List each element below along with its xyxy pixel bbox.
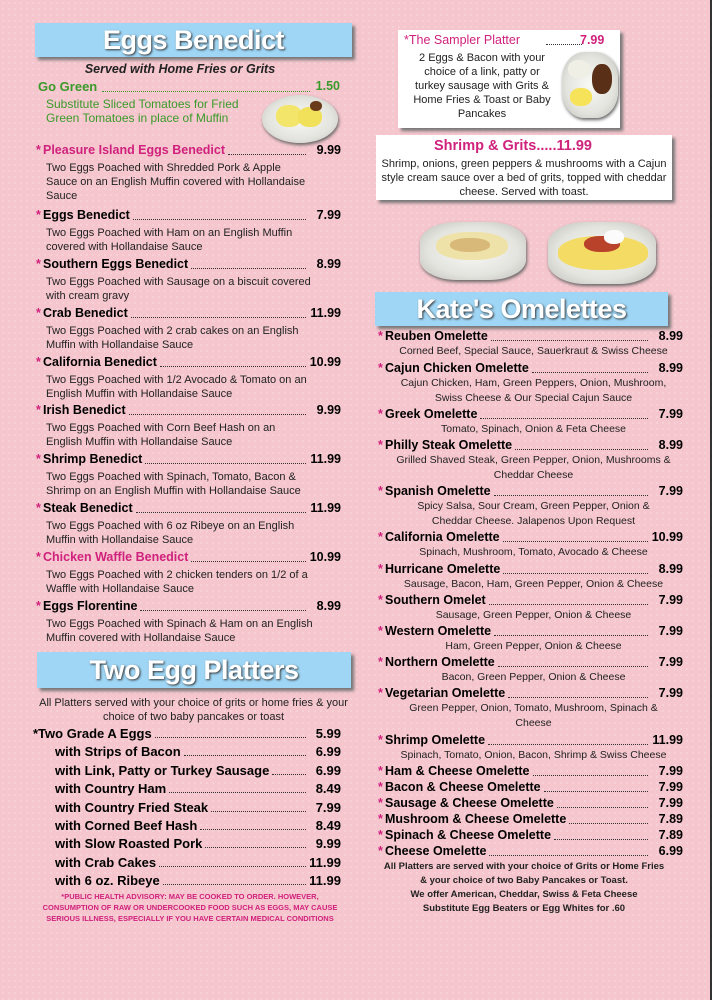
platter-item-price: 11.99 [309,873,341,888]
platter-item-name: with Strips of Bacon [55,744,181,759]
omelette-item-desc: Grilled Shaved Steak, Green Pepper, Onion, Mushrooms & Cheddar Cheese [396,454,671,481]
omelette-item-star: * [378,407,383,421]
two-egg-title: Two Egg Platters [89,655,299,685]
omelette-item-desc: Spicy Salsa, Sour Cream, Green Pepper, Onion & Cheddar Cheese. Jalapenos Upon Request [417,500,650,527]
omelette-item-name: Hurricane Omelette [385,562,501,576]
benedict-item-name: Irish Benedict [43,403,126,417]
omelette-item-price: 8.99 [658,329,683,343]
omelette-item-price: 7.99 [658,686,683,700]
benedict-item-star: * [36,143,41,157]
omelette-item-desc: Corned Beef, Special Sauce, Sauerkraut & Swiss Cheese [399,345,668,357]
benedict-item-star: * [36,208,41,222]
benedict-item-price: 9.99 [316,403,341,417]
omelette-item-desc: Sausage, Green Pepper, Onion & Cheese [435,609,632,621]
shrimp-grits-box [376,135,672,200]
platter-item-name: with Country Fried Steak [55,800,209,815]
benedict-item-star: * [36,355,41,369]
go-green-dots [102,91,310,92]
go-green-desc: Substitute Sliced Tomatoes for Fried Green Tomatoes in place of Muffin [46,97,239,125]
omelette-item-price: 7.99 [658,764,683,778]
omelette-item-desc: Sausage, Bacon, Ham, Green Pepper, Onion & Cheese [403,578,664,590]
leader-dots [129,414,306,415]
leader-dots [515,449,648,450]
omelette-photo [548,222,656,284]
shrimp-grits-name: Shrimp & Grits [434,138,537,154]
omelette-item-desc: Green Pepper, Onion, Tomato, Mushroom, Spinach & Cheese [409,702,658,729]
platter-item-price: 11.99 [309,855,341,870]
omelette-item-star: * [378,844,383,858]
omelette-item-price: 7.99 [658,407,683,421]
sampler-photo [562,52,618,118]
benedict-item-star: * [36,599,41,613]
sampler-title: *The Sampler Platter [404,33,521,47]
omelette-item-price: 7.99 [658,593,683,607]
leader-dots [155,737,306,738]
omelettes-title: Kate's Omelettes [416,294,627,324]
health-advisory: *PUBLIC HEALTH ADVISORY: MAY BE COOKED TO ORDER. HOWEVER, CONSUMPTION OF RAW OR UNDERCOOKED FOOD SUCH AS EGGS, MAY CAUSE SERIOUS ILLNESS, ESPECIALLY IF YOU HAVE CERTAIN MEDICAL CONDITIONS [42,892,338,923]
omelette-item-desc: Tomato, Spinach, Onion & Feta Cheese [440,423,627,435]
omelette-item-star: * [378,733,383,747]
benedict-item-star: * [36,550,41,564]
leader-dots [160,366,306,367]
leader-dots [569,823,648,824]
platter-item-price: 6.99 [315,763,341,778]
omelette-item-star: * [378,530,383,544]
omelette-item-name: Philly Steak Omelette [385,438,513,452]
leader-dots [503,573,648,574]
omelette-footer-line-2: & your choice of two Baby Pancakes or Toast. [420,875,628,886]
omelette-item-name: Sausage & Cheese Omelette [385,796,554,810]
omelette-item-name: Shrimp Omelette [385,733,486,747]
omelette-item-name: Northern Omelette [385,655,495,669]
omelette-item-name: Western Omelette [385,624,492,638]
omelette-item-name: Ham & Cheese Omelette [385,764,530,778]
leader-dots [488,744,648,745]
omelette-item-name: Vegetarian Omelette [385,686,506,700]
leader-dots [131,317,306,318]
benedict-item-desc: Two Eggs Poached with Spinach & Ham on an English Muffin covered with Hollandaise Sauce [46,618,313,644]
sampler-dots [546,44,582,45]
omelette-item-name: Cheese Omelette [385,844,487,858]
omelette-footer [376,860,672,916]
benedict-item-desc: Two Eggs Poached with Sausage on a biscuit covered with cream gravy [46,276,311,302]
benedict-item-name: Chicken Waffle Benedict [43,550,189,564]
leader-dots [211,811,306,812]
benedict-item-star: * [36,403,41,417]
omelette-item-price: 7.99 [658,780,683,794]
leader-dots [191,268,306,269]
omelette-item-desc: Cajun Chicken, Ham, Green Peppers, Onion, Mushroom, Swiss Cheese & Our Special Cajun Sauce [400,377,667,404]
benedict-item-name: Crab Benedict [43,306,128,320]
leader-dots [191,561,306,562]
omelette-item-star: * [378,593,383,607]
omelette-item-star: * [378,562,383,576]
omelette-item-price: 8.99 [658,361,683,375]
omelette-item-desc: Spinach, Mushroom, Tomato, Avocado & Cheese [419,546,648,558]
omelette-item-star: * [378,812,383,826]
omelette-item-desc: Bacon, Green Pepper, Onion & Cheese [441,671,626,683]
benedict-item-price: 11.99 [310,452,341,466]
sampler-price: 7.99 [580,33,605,47]
benedict-item-desc: Two Eggs Poached with 2 chicken tenders on 1/2 of a Waffle with Hollandaise Sauce [46,569,308,595]
leader-dots [184,755,306,756]
omelette-item-name: Mushroom & Cheese Omelette [385,812,567,826]
shrimp-grits-price: 11.99 [556,138,592,154]
omelettes-banner [375,292,668,326]
leader-dots [557,807,648,808]
omelette-item-name: Bacon & Cheese Omelette [385,780,541,794]
page-edge [710,0,727,1000]
eggs-benedict-subtitle: Served with Home Fries or Grits [84,62,276,76]
platter-item-name: with Country Ham [55,781,167,796]
benedict-item-star: * [36,257,41,271]
benedict-item-name: Southern Eggs Benedict [43,257,189,271]
omelette-item-star: * [378,764,383,778]
leader-dots [200,829,306,830]
omelette-footer-line-3: We offer American, Cheddar, Swiss & Feta Cheese [410,889,638,900]
benedict-item-star: * [36,306,41,320]
omelette-item-name: Greek Omelette [385,407,478,421]
omelette-item-price: 7.99 [658,655,683,669]
right-column [368,0,710,1000]
benedict-item-price: 10.99 [309,550,341,564]
leader-dots [508,697,648,698]
leader-dots [163,884,306,885]
benedict-item-price: 11.99 [310,306,341,320]
grits-photo [420,222,526,280]
omelette-item-price: 6.99 [658,844,683,858]
benedict-photo [262,95,338,143]
sampler-box [398,30,620,128]
go-green-name: Go Green [38,79,98,94]
platter-item-name: with 6 oz. Ribeye [55,873,160,888]
left-column [0,0,360,1000]
eggs-benedict-title: Eggs Benedict [102,25,285,55]
leader-dots [491,340,648,341]
eggs-benedict-banner [35,23,352,57]
omelette-item-name: Reuben Omelette [385,329,488,343]
leader-dots [272,774,306,775]
platter-item-price: 5.99 [315,726,341,741]
benedict-item-desc: Two Eggs Poached with 1/2 Avocado & Tomato on an English Muffin with Hollandaise Sauce [46,374,307,400]
omelette-item-desc: Ham, Green Pepper, Onion & Cheese [445,640,622,652]
omelette-item-star: * [378,780,383,794]
omelette-item-star: * [378,329,383,343]
platter-item-name: with Slow Roasted Pork [55,836,203,851]
leader-dots [494,635,648,636]
leader-dots [498,666,648,667]
platter-item-price: 9.99 [315,836,341,851]
benedict-item-price: 11.99 [310,501,341,515]
sampler-desc: 2 Eggs & Bacon with your choice of a link, patty or turkey sausage with Grits & Home Fries & Toast or Baby Pancakes [413,52,551,120]
benedict-item-desc: Two Eggs Poached with Corn Beef Hash on an English Muffin with Hollandaise Sauce [46,422,276,448]
benedict-item-name: Shrimp Benedict [43,452,143,466]
omelette-footer-line-1: All Platters are served with your choice of Grits or Home Fries [383,861,665,872]
platter-item-price: 8.49 [315,818,341,833]
benedict-item-name: Steak Benedict [43,501,133,515]
omelette-item-star: * [378,484,383,498]
leader-dots [159,866,306,867]
leader-dots [532,372,648,373]
leader-dots [140,610,306,611]
omelette-item-star: * [378,361,383,375]
omelette-item-name: Spanish Omelette [385,484,491,498]
benedict-item-star: * [36,501,41,515]
benedict-item-name: Eggs Benedict [43,208,130,222]
leader-dots [136,512,306,513]
go-green-price: 1.50 [315,79,340,93]
omelette-item-price: 10.99 [651,530,683,544]
platter-item-name: with Link, Patty or Turkey Sausage [55,763,270,778]
omelette-item-price: 7.99 [658,796,683,810]
omelette-item-name: Cajun Chicken Omelette [385,361,529,375]
omelette-item-price: 8.99 [658,562,683,576]
benedict-item-price: 7.99 [316,208,341,222]
benedict-item-star: * [36,452,41,466]
leader-dots [489,604,648,605]
omelette-item-price: 7.99 [658,484,683,498]
benedict-item-name: Pleasure Island Eggs Benedict [43,143,226,157]
benedict-item-desc: Two Eggs Poached with 6 oz Ribeye on an English Muffin with Hollandaise Sauce [46,520,295,546]
benedict-item-name: California Benedict [43,355,157,369]
leader-dots [145,463,306,464]
shrimp-grits-desc: Shrimp, onions, green peppers & mushrooms with a Cajun style cream sauce over a bed of grits, topped with cheddar cheese. Served with toast. [381,158,667,198]
leader-dots [544,791,648,792]
two-egg-banner [37,652,351,688]
leader-dots [228,154,306,155]
two-egg-intro: All Platters served with your choice of grits or home fries & your choice of two baby pancakes or toast [39,697,348,723]
omelette-item-price: 7.89 [658,828,683,842]
omelette-item-desc: Spinach, Tomato, Onion, Bacon, Shrimp & Swiss Cheese [400,749,667,761]
omelette-item-name: Southern Omelet [385,593,486,607]
omelette-item-price: 7.89 [658,812,683,826]
omelette-item-star: * [378,624,383,638]
omelette-item-price: 7.99 [658,624,683,638]
omelette-item-name: California Omelette [385,530,500,544]
benedict-item-desc: Two Eggs Poached with 2 crab cakes on an English Muffin with Hollandaise Sauce [46,325,299,351]
leader-dots [503,541,648,542]
leader-dots [533,775,648,776]
benedict-item-desc: Two Eggs Poached with Spinach, Tomato, Bacon & Shrimp on an English Muffin with Hollandaise Sauce [46,471,301,497]
leader-dots [494,495,648,496]
omelette-item-name: Spinach & Cheese Omelette [385,828,552,842]
platter-item-name: *Two Grade A Eggs [33,726,152,741]
platter-item-price: 8.49 [315,781,341,796]
shrimp-grits-title [434,138,592,154]
benedict-item-price: 8.99 [316,599,341,613]
omelette-item-price: 8.99 [658,438,683,452]
benedict-item-desc: Two Eggs Poached with Shredded Pork & Apple Sauce on an English Muffin covered with Hollandaise Sauce [46,162,306,202]
omelette-item-star: * [378,796,383,810]
omelette-item-star: * [378,828,383,842]
leader-dots [133,219,306,220]
omelette-item-star: * [378,438,383,452]
platter-item-name: with Corned Beef Hash [55,818,198,833]
benedict-item-price: 9.99 [316,143,341,157]
platter-item-name: with Crab Cakes [55,855,157,870]
benedict-item-name: Eggs Florentine [43,599,138,613]
platter-item-price: 6.99 [315,744,341,759]
omelette-footer-line-4: Substitute Egg Beaters or Egg Whites for .60 [422,903,626,914]
omelette-item-star: * [378,655,383,669]
shrimp-grits-dots: ..... [536,138,557,154]
leader-dots [489,855,648,856]
omelette-item-price: 11.99 [652,733,683,747]
benedict-item-desc: Two Eggs Poached with Ham on an English Muffin covered with Hollandaise Sauce [46,227,293,253]
benedict-item-price: 8.99 [316,257,341,271]
leader-dots [205,847,306,848]
benedict-item-price: 10.99 [309,355,341,369]
leader-dots [480,418,648,419]
omelette-item-star: * [378,686,383,700]
platter-item-price: 7.99 [315,800,341,815]
leader-dots [169,792,306,793]
leader-dots [554,839,648,840]
